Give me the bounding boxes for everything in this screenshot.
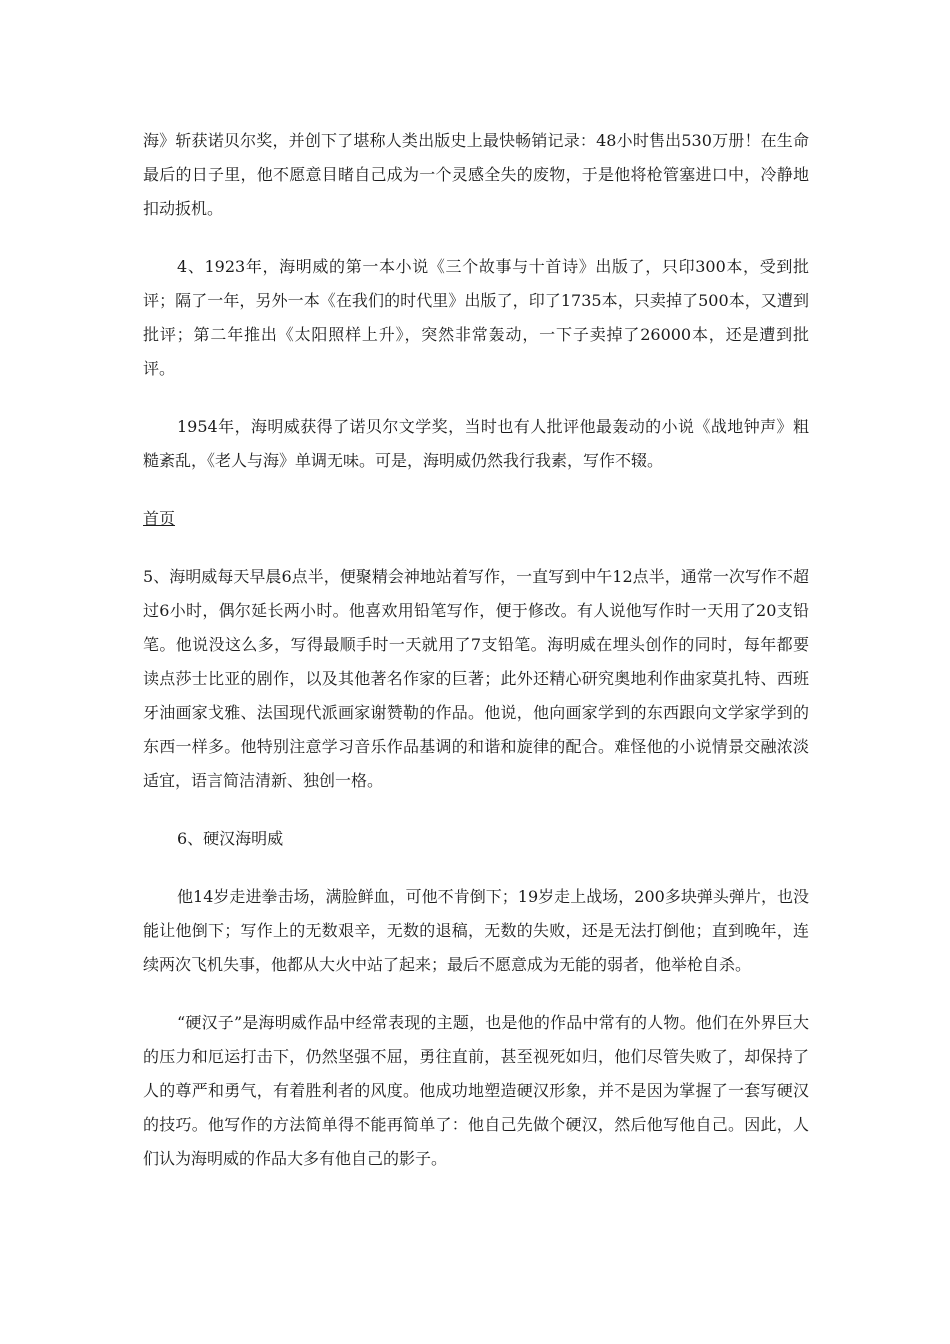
paragraph-item-4: 4、1923年，海明威的第一本小说《三个故事与十首诗》出版了，只印300本，受到批评；隔了一年，另外一本《在我们的时代里》出版了，印了1735本，只卖掉了500本，又遭到批评；第二年推出《太阳照样上升》，突然非常轰动，一下子卖掉了26000本，还是遭到批评。 xyxy=(143,257,809,378)
paragraph-1954-nobel: 1954年，海明威获得了诺贝尔文学奖，当时也有人批评他最轰动的小说《战地钟声》粗糙紊乱，《老人与海》单调无味。可是，海明威仍然我行我素，写作不辍。 xyxy=(143,417,809,470)
document-body xyxy=(143,124,809,1200)
paragraph-item-5: 5、海明威每天早晨6点半，便聚精会神地站着写作，一直写到中午12点半，通常一次写作不超过6小时，偶尔延长两小时。他喜欢用铅笔写作，便于修改。有人说他写作时一天用了20支铅笔。他说没这么多，写得最顺手时一天就用了7支铅笔。海明威在埋头创作的同时，每年都要读点莎士比亚的剧作，以及其他著名作家的巨著；此外还精心研究奥地利作曲家莫扎特、西班牙油画家戈雅、法国现代派画家谢赞勒的作品。他说，他向画家学到的东西跟向文学家学到的东西一样多。他特别注意学习音乐作品基调的和谐和旋律的配合。难怪他的小说情景交融浓淡适宜，语言简洁清新、独创一格。 xyxy=(143,567,809,790)
home-link-container xyxy=(143,502,809,536)
paragraph-hard-man-life: 他14岁走进拳击场，满脸鲜血，可他不肯倒下；19岁走上战场，200多块弹头弹片，也没能让他倒下；写作上的无数艰辛，无数的退稿，无数的失败，还是无法打倒他；直到晚年，连续两次飞机失事，他都从大火中站了起来；最后不愿意成为无能的弱者，他举枪自杀。 xyxy=(143,887,809,974)
home-link[interactable]: 首页 xyxy=(143,509,176,528)
paragraph-nobel-ending: 海》斩获诺贝尔奖，并创下了堪称人类出版史上最快畅销记录：48小时售出530万册！在生命最后的日子里，他不愿意目睹自己成为一个灵感全失的废物，于是他将枪管塞进口中，冷静地扣动扳机。 xyxy=(143,131,809,218)
paragraph-hard-man-theme: “硬汉子”是海明威作品中经常表现的主题，也是他的作品中常有的人物。他们在外界巨大的压力和厄运打击下，仍然坚强不屈，勇往直前，甚至视死如归，他们尽管失败了，却保持了人的尊严和勇气，有着胜利者的风度。他成功地塑造硬汉形象，并不是因为掌握了一套写硬汉的技巧。他写作的方法简单得不能再简单了：他自己先做个硬汉，然后他写他自己。因此，人们认为海明威的作品大多有他自己的影子。 xyxy=(143,1013,809,1168)
section-heading-hard-man: 6、硬汉海明威 xyxy=(177,829,284,848)
